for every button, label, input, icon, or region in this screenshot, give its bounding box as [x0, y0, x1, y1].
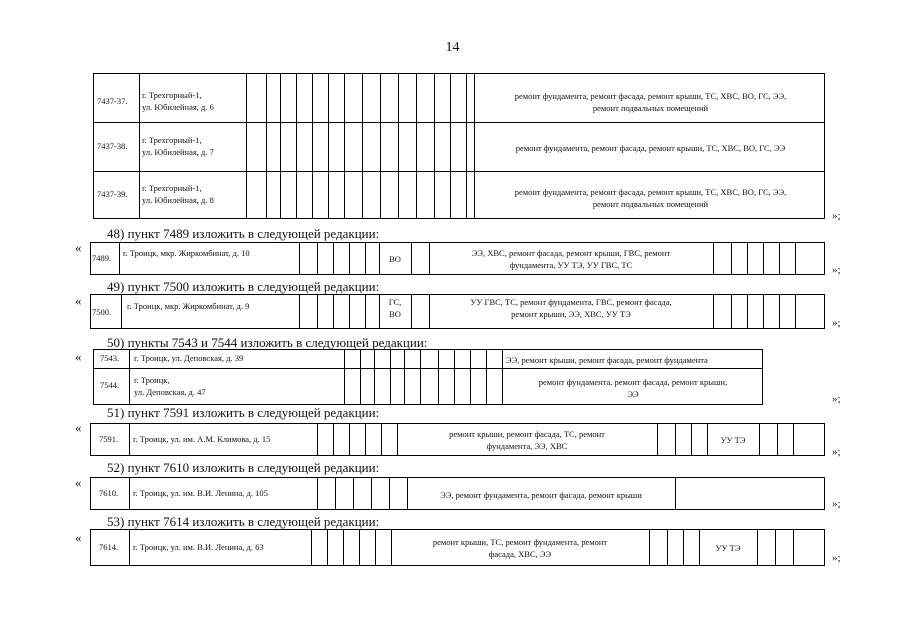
- table-row-works: ЭЭ, ремонт крыши, ремонт фасада, ремонт фундамента: [506, 355, 708, 365]
- table-row-works: фундамента, УУ ТЭ, УУ ГВС, ТС: [509, 260, 633, 270]
- table-row-works: УУ ГВС, ТС, ремонт фундамента, ГВС, ремонт фасада,: [470, 297, 672, 307]
- table-row-address: г. Троицк, ул. им. А.М. Климова, д. 15: [133, 434, 271, 444]
- table-row-num: 7489.: [92, 253, 112, 263]
- table-row-7610: [90, 477, 825, 510]
- table-row-works: ЭЭ, ХВС, ремонт фасада, ремонт крыши, ГВС, ремонт: [471, 248, 671, 258]
- quote-close: »;: [832, 317, 841, 329]
- table-row-num: 7437-37.: [97, 96, 128, 106]
- table-row-works: ремонт фундамента, ремонт фасада, ремонт крыши, ТС, ХВС, ВО, ГС, ЭЭ: [515, 143, 786, 153]
- table-row-works: ремонт фундамента, ремонт фасада, ремонт крыши, ТС, ХВС, ВО, ГС, ЭЭ,: [514, 187, 787, 197]
- table-row-value: ВО: [389, 309, 401, 319]
- table-row-7591: [90, 423, 825, 456]
- section-50-heading: 50) пункты 7543 и 7544 изложить в следующей редакции:: [107, 335, 428, 350]
- quote-close: »;: [832, 210, 841, 222]
- table-row-address: ул. Юбилейная, д. 8: [142, 195, 214, 205]
- table-row-num: 7591.: [99, 434, 119, 444]
- quote-open: «: [75, 293, 82, 308]
- quote-open: «: [75, 475, 82, 490]
- table-row-works: ремонт крыши, ЭЭ, ХВС, УУ ТЭ: [511, 309, 631, 319]
- section-51-heading: 51) пункт 7591 изложить в следующей редакции:: [107, 405, 380, 420]
- table-row-num: 7544.: [100, 380, 120, 390]
- quote-open: «: [75, 530, 82, 545]
- quote-close: »;: [832, 264, 841, 276]
- quote-close: »;: [832, 393, 841, 405]
- table-row-address: ул. Юбилейная, д. 6: [142, 102, 214, 112]
- table-row-works: ЭЭ, ремонт фундамента, ремонт фасада, ремонт крыши: [440, 490, 642, 500]
- table-row-value: УУ ТЭ: [715, 543, 741, 553]
- table-row-num: 7500.: [92, 307, 112, 317]
- table-row-works: фасада, ХВС, ЭЭ: [488, 549, 552, 559]
- quote-open: «: [75, 240, 82, 255]
- table-row-num: 7614.: [99, 542, 119, 552]
- page-number: 14: [445, 40, 460, 55]
- table-row-address: г. Трехгорный-1,: [142, 90, 202, 100]
- table-row-works: ремонт крыши, ТС, ремонт фундамента, ремонт: [432, 537, 608, 547]
- table-row-value: ГС,: [388, 297, 402, 307]
- table-row-address: ул. Юбилейная, д. 7: [142, 147, 214, 157]
- table-row-address: г. Трехгорный-1,: [142, 135, 202, 145]
- table-row-address: г. Троицк,: [134, 375, 170, 385]
- table-row-7489: [90, 242, 825, 275]
- table-row-works: ремонт подвальных помещений: [592, 199, 709, 209]
- table-row-works: ремонт фундамента, ремонт фасада, ремонт крыши,: [538, 377, 728, 387]
- table-row-works: ремонт фундамента, ремонт фасада, ремонт крыши, ТС, ХВС, ВО, ГС, ЭЭ,: [514, 91, 787, 101]
- table-row-address: г. Троицк, мкр. Жиркомбинат, д. 9: [127, 301, 250, 311]
- section-53-heading: 53) пункт 7614 изложить в следующей редакции:: [107, 514, 380, 529]
- section-49-heading: 49) пункт 7500 изложить в следующей редакции:: [107, 279, 380, 294]
- table-row-value: УУ ТЭ: [720, 435, 746, 445]
- table-row-num: 7437-39.: [97, 189, 128, 199]
- table-row-value: ВО: [389, 254, 401, 264]
- table-row-7614: [90, 529, 825, 566]
- table-row-num: 7437-38.: [97, 141, 128, 151]
- table-row-works: фундамента, ЭЭ, ХВС: [486, 441, 568, 451]
- section-52-heading: 52) пункт 7610 изложить в следующей редакции:: [107, 460, 380, 475]
- table-row-num: 7543.: [100, 353, 120, 363]
- table-row-address: г. Троицк, ул. им. В.И. Ленина, д. 105: [133, 488, 268, 498]
- quote-open: «: [75, 420, 82, 435]
- section-48-heading: 48) пункт 7489 изложить в следующей редакции:: [107, 226, 380, 241]
- quote-close: »;: [832, 498, 841, 510]
- table-row-works: ремонт крыши, ремонт фасада, ТС, ремонт: [449, 429, 605, 439]
- table-block-7543-7544: [93, 349, 763, 405]
- table-row-address: г. Троицк, мкр. Жиркомбинат, д. 10: [123, 248, 250, 258]
- table-row-address: г. Троицк, ул. им. В.И. Ленина, д. 63: [133, 542, 264, 552]
- table-row-works: ЭЭ: [627, 389, 639, 399]
- table-row-num: 7610.: [99, 488, 119, 498]
- quote-open: «: [75, 349, 82, 364]
- table-block-7437: [93, 73, 825, 219]
- quote-close: »;: [832, 552, 841, 564]
- table-row-address: ул. Деповская, д. 47: [134, 387, 206, 397]
- table-row-works: ремонт подвальных помещений: [592, 103, 709, 113]
- table-row-address: г. Троицк, ул. Деповская, д. 39: [134, 353, 244, 363]
- table-row-7500: [90, 294, 825, 329]
- table-row-address: г. Трехгорный-1,: [142, 183, 202, 193]
- quote-close: »;: [832, 446, 841, 458]
